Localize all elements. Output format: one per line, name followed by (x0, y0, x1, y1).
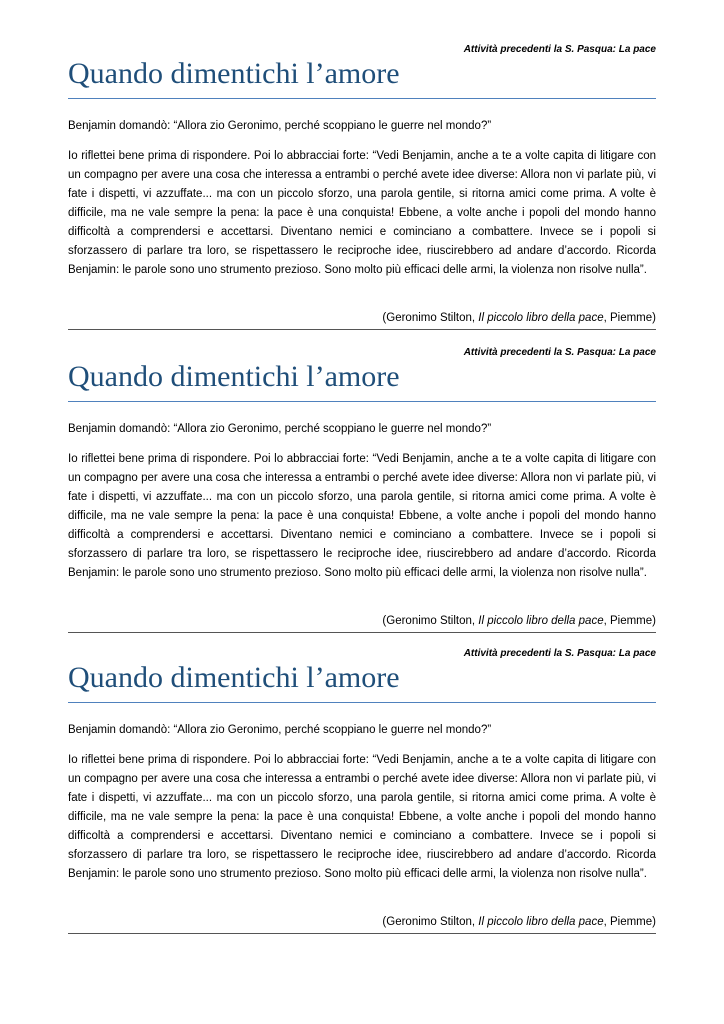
activity-header: Attività precedenti la S. Pasqua: La pace (463, 347, 656, 358)
section-divider (68, 632, 656, 633)
section-divider (68, 933, 656, 934)
title-divider (68, 702, 656, 703)
intro-line: Benjamin domandò: “Allora zio Geronimo, perché scoppiano le guerre nel mondo?” (68, 724, 492, 736)
story-paragraph: Io riflettei bene prima di rispondere. Poi lo abbracciai forte: “Vedi Benjamin, anche a te a volte capita di litigare con un compagno per avere una cosa che interessa a entrambi o perché avete idee diverse: Allora non vi parlate più, vi fate i dispetti, vi azzuffate... ma con un piccolo sforzo, una parola gentile, si ritorna amici come prima. A volte è difficile, ma ne vale sempre la pena: la pace è una conquista! Ebbene, a volte anche i popoli del mondo hanno difficoltà a comprendersi e accettarsi. Diventano nemici e cominciano a combattere. Invece se i popoli si sforzassero di parlare tra loro, se rispettassero le reciproche idee, riuscirebbero ad andare d’accordo. Ricorda Benjamin: le parole sono uno strumento prezioso. Sono molto più efficaci delle armi, la violenza non risolve nulla”. (68, 150, 656, 276)
intro-line: Benjamin domandò: “Allora zio Geronimo, perché scoppiano le guerre nel mondo?” (68, 120, 492, 132)
citation (382, 914, 656, 930)
citation (382, 310, 656, 326)
title-divider (68, 401, 656, 402)
page-title: Quando dimentichi l’amore (68, 360, 400, 393)
citation-publisher: , Piemme) (603, 615, 656, 627)
section-divider (68, 329, 656, 330)
activity-header: Attività precedenti la S. Pasqua: La pace (463, 44, 656, 55)
activity-header: Attività precedenti la S. Pasqua: La pace (463, 648, 656, 659)
citation-author: (Geronimo Stilton, (382, 916, 479, 928)
story-paragraph: Io riflettei bene prima di rispondere. Poi lo abbracciai forte: “Vedi Benjamin, anche a te a volte capita di litigare con un compagno per avere una cosa che interessa a entrambi o perché avete idee diverse: Allora non vi parlate più, vi fate i dispetti, vi azzuffate... ma con un piccolo sforzo, una parola gentile, si ritorna amici come prima. A volte è difficile, ma ne vale sempre la pena: la pace è una conquista! Ebbene, a volte anche i popoli del mondo hanno difficoltà a comprendersi e accettarsi. Diventano nemici e cominciano a combattere. Invece se i popoli si sforzassero di parlare tra loro, se rispettassero le reciproche idee, riuscirebbero ad andare d’accordo. Ricorda Benjamin: le parole sono uno strumento prezioso. Sono molto più efficaci delle armi, la violenza non risolve nulla”. (68, 754, 656, 880)
citation-author: (Geronimo Stilton, (382, 615, 479, 627)
citation-book-title: Il piccolo libro della pace (478, 312, 604, 324)
citation-book-title: Il piccolo libro della pace (478, 615, 604, 627)
citation (382, 613, 656, 629)
citation-publisher: , Piemme) (603, 312, 656, 324)
intro-line: Benjamin domandò: “Allora zio Geronimo, perché scoppiano le guerre nel mondo?” (68, 423, 492, 435)
citation-book-title: Il piccolo libro della pace (478, 916, 604, 928)
title-divider (68, 98, 656, 99)
citation-author: (Geronimo Stilton, (382, 312, 479, 324)
page-title: Quando dimentichi l’amore (68, 57, 400, 90)
citation-publisher: , Piemme) (603, 916, 656, 928)
page-title: Quando dimentichi l’amore (68, 661, 400, 694)
story-paragraph: Io riflettei bene prima di rispondere. Poi lo abbracciai forte: “Vedi Benjamin, anche a te a volte capita di litigare con un compagno per avere una cosa che interessa a entrambi o perché avete idee diverse: Allora non vi parlate più, vi fate i dispetti, vi azzuffate... ma con un piccolo sforzo, una parola gentile, si ritorna amici come prima. A volte è difficile, ma ne vale sempre la pena: la pace è una conquista! Ebbene, a volte anche i popoli del mondo hanno difficoltà a comprendersi e accettarsi. Diventano nemici e cominciano a combattere. Invece se i popoli si sforzassero di parlare tra loro, se rispettassero le reciproche idee, riuscirebbero ad andare d’accordo. Ricorda Benjamin: le parole sono uno strumento prezioso. Sono molto più efficaci delle armi, la violenza non risolve nulla”. (68, 453, 656, 579)
